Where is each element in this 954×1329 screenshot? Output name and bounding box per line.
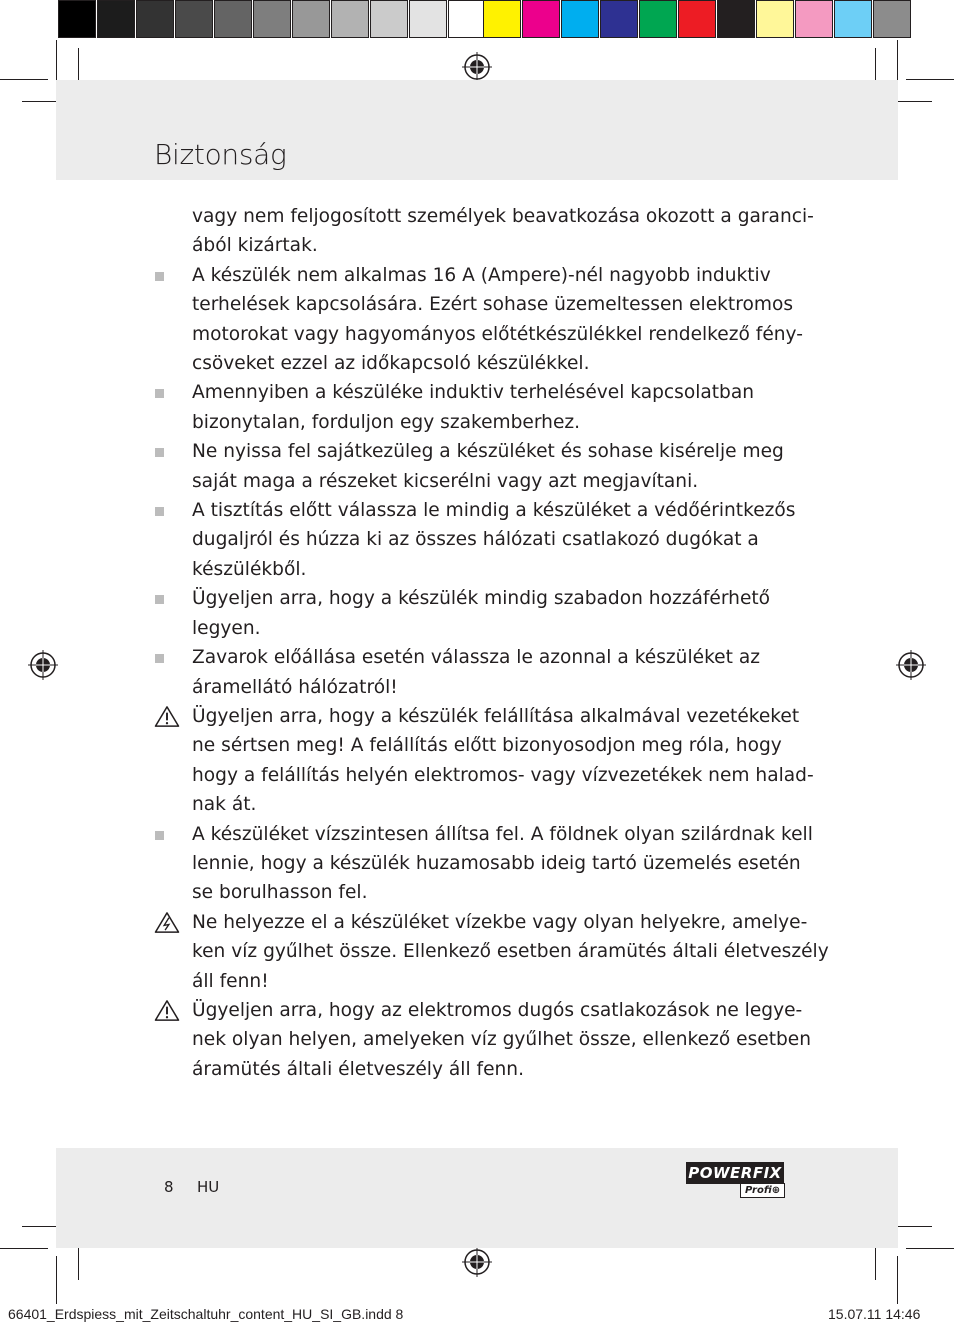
color-swatch xyxy=(678,0,716,38)
instruction-item xyxy=(154,908,829,996)
square-bullet-icon xyxy=(155,448,164,457)
crop-mark xyxy=(0,79,48,80)
instruction-item xyxy=(154,378,814,437)
text-line: Ne helyezze el a készüléket vízekbe vagy olyan helyekre, amelye- xyxy=(192,911,808,933)
text-line: áramütés általi életveszély áll fenn. xyxy=(192,1058,524,1080)
language-code: HU xyxy=(197,1178,220,1196)
print-datetime: 15.07.11 14:46 xyxy=(828,1306,921,1322)
text-line: csöveket ezzel az időkapcsoló készülékkel. xyxy=(192,353,590,375)
text-line: ne sértsen meg! A felállítás előtt bizonyosodjon meg róla, hogy xyxy=(192,735,782,757)
gray-swatch xyxy=(448,0,486,38)
square-bullet-icon xyxy=(155,507,164,516)
registration-mark-icon xyxy=(462,1247,492,1277)
instruction-item xyxy=(154,496,814,584)
text-line: saját maga a részeket kicserélni vagy azt megjavítani. xyxy=(192,470,699,492)
text-line: bizonytalan, forduljon egy szakemberhez. xyxy=(192,411,581,433)
text-line: A készülék nem alkalmas 16 A (Ampere)-nél nagyobb induktiv xyxy=(192,264,771,286)
grayscale-calibration-bar xyxy=(58,0,487,38)
gray-swatch xyxy=(136,0,174,38)
gray-swatch xyxy=(214,0,252,38)
color-calibration-bar xyxy=(483,0,912,38)
color-swatch xyxy=(756,0,794,38)
gray-swatch xyxy=(370,0,408,38)
text-line: áll fenn! xyxy=(192,970,269,992)
text-line: ából kizártak. xyxy=(192,235,318,257)
text-line: áramellátó hálózatról! xyxy=(192,676,398,698)
warning-triangle-icon xyxy=(154,999,180,1022)
square-bullet-icon xyxy=(155,389,164,398)
color-swatch xyxy=(717,0,755,38)
gray-swatch xyxy=(409,0,447,38)
gray-swatch xyxy=(331,0,369,38)
electric-hazard-icon xyxy=(154,911,180,934)
text-line: Ne nyissa fel sajátkezüleg a készüléket és sohase kisérelje meg xyxy=(192,441,784,463)
registration-mark-icon xyxy=(28,650,58,680)
color-swatch xyxy=(561,0,599,38)
gray-swatch xyxy=(253,0,291,38)
square-bullet-icon xyxy=(155,831,164,840)
instruction-item xyxy=(154,437,814,496)
text-line: Amennyiben a készüléke induktiv terhelésével kapcsolatban xyxy=(192,382,755,404)
text-line: lennie, hogy a készülék huzamosabb ideig tartó üzemelés esetén xyxy=(192,852,801,874)
color-swatch xyxy=(522,0,560,38)
text-line: se borulhasson fel. xyxy=(192,882,368,904)
crop-mark xyxy=(906,79,954,80)
color-swatch xyxy=(483,0,521,38)
logo-subbrand: Profi⊕ xyxy=(740,1183,785,1198)
square-bullet-icon xyxy=(155,595,164,604)
gray-swatch xyxy=(97,0,135,38)
registration-mark-icon xyxy=(896,650,926,680)
square-bullet-icon xyxy=(155,654,164,663)
text-line: vagy nem feljogosított személyek beavatkozása okozott a garanci- xyxy=(192,206,814,227)
crop-mark xyxy=(897,1256,898,1304)
text-line: Ügyeljen arra, hogy a készülék mindig szabadon hozzáférhető xyxy=(192,588,771,610)
square-bullet-icon xyxy=(155,272,164,281)
file-slug: 66401_Erdspiess_mit_Zeitschaltuhr_content_HU_SI_GB.indd 8 xyxy=(8,1306,404,1322)
text-line: Zavarok előállása esetén válassza le azonnal a készüléket az xyxy=(192,647,760,669)
gray-swatch xyxy=(58,0,96,38)
text-line: A készüléket vízszintesen állítsa fel. A földnek olyan szilárdnak kell xyxy=(192,823,813,845)
instruction-item xyxy=(154,702,814,820)
powerfix-logo xyxy=(686,1162,798,1196)
instruction-item xyxy=(154,643,814,702)
color-swatch xyxy=(639,0,677,38)
instruction-item xyxy=(154,820,814,908)
text-line: készülékből. xyxy=(192,558,307,580)
instruction-item xyxy=(154,261,814,379)
crop-mark xyxy=(0,1248,48,1249)
text-line: ken víz gyűlhet össze. Ellenkező esetben áramütés általi életveszély xyxy=(192,941,829,963)
color-swatch xyxy=(600,0,638,38)
text-line: motorokat vagy hagyományos előtétkészülékkel rendelkező fény- xyxy=(192,323,803,345)
text-line: terhelések kapcsolására. Ezért sohase üzemeltessen elektromos xyxy=(192,294,794,316)
text-line: A tisztítás előtt válassza le mindig a készüléket a védőérintkezős xyxy=(192,500,796,522)
text-line: nak át. xyxy=(192,794,257,816)
text-line: Ügyeljen arra, hogy a készülék felállítása alkalmával vezetékeket xyxy=(192,705,800,727)
instruction-item xyxy=(154,584,814,643)
warning-triangle-icon xyxy=(154,705,180,728)
logo-wordmark: POWERFIX xyxy=(686,1162,784,1184)
color-swatch xyxy=(834,0,872,38)
registration-mark-icon xyxy=(462,52,492,82)
text-line: legyen. xyxy=(192,617,261,639)
gray-swatch xyxy=(292,0,330,38)
text-line: hogy a felállítás helyén elektromos- vagy vízvezetékek nem halad- xyxy=(192,764,814,786)
crop-mark xyxy=(906,1248,954,1249)
instruction-item xyxy=(154,202,814,261)
page-title: Biztonság xyxy=(154,138,287,171)
gray-swatch xyxy=(175,0,213,38)
text-line: dugaljról és húzza ki az összes hálózati csatlakozó dugókat a xyxy=(192,529,759,551)
page-number: 8 xyxy=(164,1178,174,1196)
text-line: nek olyan helyen, amelyeken víz gyűlhet össze, ellenkező esetben xyxy=(192,1029,812,1051)
color-swatch xyxy=(873,0,911,38)
instruction-item xyxy=(154,996,814,1084)
crop-mark xyxy=(56,1256,57,1304)
color-swatch xyxy=(795,0,833,38)
text-line: Ügyeljen arra, hogy az elektromos dugós csatlakozások ne legye- xyxy=(192,999,803,1021)
safety-instructions-list xyxy=(154,202,829,1084)
